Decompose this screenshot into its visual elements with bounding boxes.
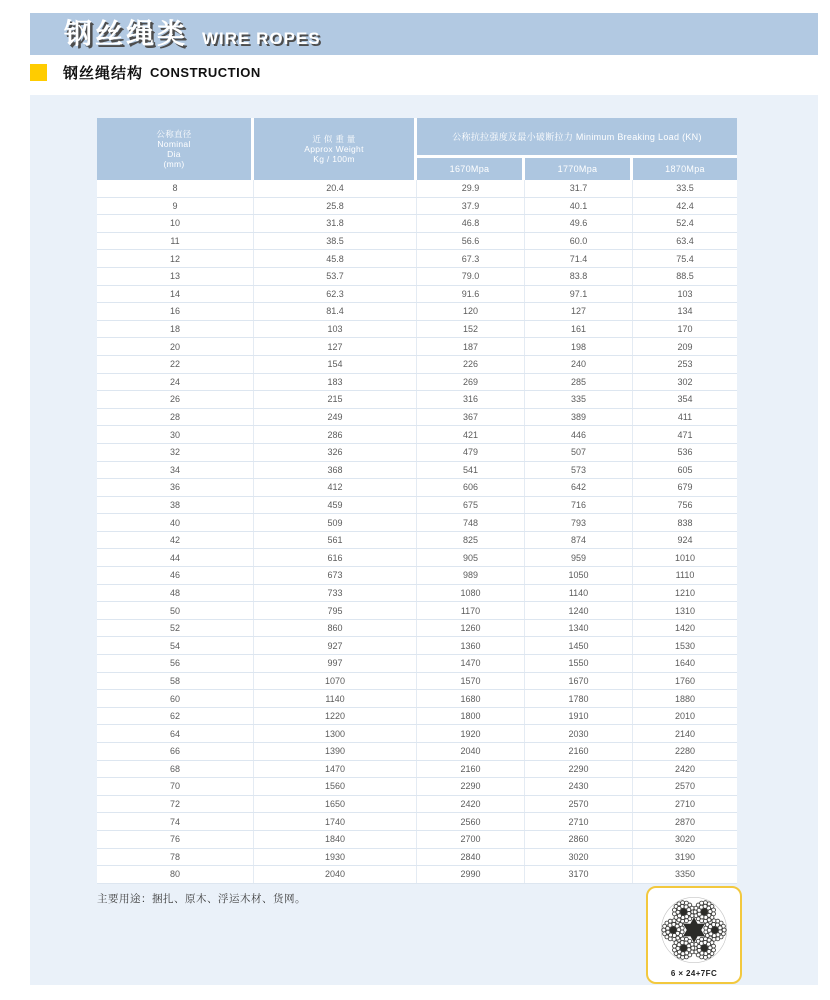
table-cell: 33.5: [632, 180, 737, 197]
table-cell: 2990: [416, 866, 524, 883]
table-row: [97, 725, 737, 743]
table-cell: 20: [169, 341, 180, 352]
table-cell: 161: [524, 321, 632, 338]
table-row: [97, 796, 737, 814]
table-cell: 2870: [632, 813, 737, 830]
table-cell: 209: [632, 338, 737, 355]
table-cell: 97.1: [524, 286, 632, 303]
table-row: [97, 690, 737, 708]
table-cell: 16: [169, 306, 180, 317]
table-cell: 1780: [524, 690, 632, 707]
table-cell: 71.4: [524, 250, 632, 267]
table-cell: 1170: [416, 602, 524, 619]
col-header-grade-1870: 1870Mpa: [633, 158, 737, 180]
col-header-grade-1770: 1770Mpa: [525, 158, 630, 180]
table-cell: 642: [524, 479, 632, 496]
table-cell: 42.4: [632, 198, 737, 215]
col-header-breaking-load-group: 公称抗拉强度及最小破断拉力 Minimum Breaking Load (KN): [417, 118, 737, 155]
table-cell: 60: [169, 693, 180, 704]
rope-construction-card: [646, 886, 742, 984]
table-cell: 46: [169, 570, 180, 581]
table-cell: 1680: [416, 690, 524, 707]
table-row: [97, 761, 737, 779]
table-cell: 170: [632, 321, 737, 338]
table-cell: 50: [169, 605, 180, 616]
table-cell: 63.4: [632, 233, 737, 250]
table-cell: 389: [524, 409, 632, 426]
table-row: [97, 831, 737, 849]
table-cell: 606: [416, 479, 524, 496]
table-cell: 120: [416, 303, 524, 320]
table-row: [97, 338, 737, 356]
table-cell: 34: [169, 464, 180, 475]
table-cell: 860: [253, 620, 416, 637]
table-cell: 367: [416, 409, 524, 426]
table-cell: 1650: [253, 796, 416, 813]
table-cell: 81.4: [253, 303, 416, 320]
table-cell: 154: [253, 356, 416, 373]
table-cell: 2420: [416, 796, 524, 813]
table-cell: 54: [169, 640, 180, 651]
page-title-chinese: 钢丝绳类: [64, 18, 189, 49]
table-row: [97, 655, 737, 673]
table-row: [97, 849, 737, 867]
table-cell: 48: [169, 587, 180, 598]
table-cell: 1310: [632, 602, 737, 619]
table-cell: 795: [253, 602, 416, 619]
table-cell: 1220: [253, 708, 416, 725]
table-cell: 509: [253, 514, 416, 531]
table-cell: 326: [253, 444, 416, 461]
table-cell: 226: [416, 356, 524, 373]
table-cell: 269: [416, 374, 524, 391]
table-cell: 1930: [253, 849, 416, 866]
table-cell: 1570: [416, 673, 524, 690]
rope-construction-label: 6 × 24+7FC: [670, 969, 718, 978]
table-cell: 22: [169, 359, 180, 370]
table-cell: 76: [169, 834, 180, 845]
table-cell: 183: [253, 374, 416, 391]
table-cell: 72: [169, 799, 180, 810]
table-cell: 18: [169, 324, 180, 335]
table-cell: 1050: [524, 567, 632, 584]
table-row: [97, 567, 737, 585]
table-cell: 1300: [253, 725, 416, 742]
table-cell: 1470: [253, 761, 416, 778]
table-row: [97, 778, 737, 796]
table-cell: 68: [169, 763, 180, 774]
table-cell: 1450: [524, 637, 632, 654]
table-cell: 40.1: [524, 198, 632, 215]
table-cell: 1070: [253, 673, 416, 690]
table-cell: 2160: [416, 761, 524, 778]
table-cell: 1550: [524, 655, 632, 672]
table-row: [97, 620, 737, 638]
table-cell: 1140: [524, 585, 632, 602]
table-cell: 78: [169, 851, 180, 862]
rope-cross-section-diagram: [656, 892, 732, 968]
table-cell: 1760: [632, 673, 737, 690]
table-cell: 44: [169, 552, 180, 563]
table-row: [97, 462, 737, 480]
table-row: [97, 426, 737, 444]
table-cell: 10: [169, 218, 180, 229]
table-cell: 28: [169, 412, 180, 423]
table-cell: 2040: [253, 866, 416, 883]
table-cell: 874: [524, 532, 632, 549]
section-heading: [30, 62, 261, 82]
table-cell: 24: [169, 376, 180, 387]
table-row: [97, 391, 737, 409]
table-cell: 64: [169, 728, 180, 739]
table-cell: 14: [169, 288, 180, 299]
table-cell: 2420: [632, 761, 737, 778]
table-cell: 1360: [416, 637, 524, 654]
table-cell: 127: [524, 303, 632, 320]
page-title-english: WIRE ROPES: [202, 28, 321, 48]
table-row: [97, 585, 737, 603]
table-cell: 673: [253, 567, 416, 584]
table-cell: 2040: [416, 743, 524, 760]
table-cell: 11: [170, 236, 180, 247]
table-cell: 187: [416, 338, 524, 355]
table-cell: 756: [632, 497, 737, 514]
table-cell: 26: [169, 394, 180, 405]
table-row: [97, 813, 737, 831]
table-cell: 58: [169, 675, 180, 686]
table-cell: 1420: [632, 620, 737, 637]
table-cell: 8: [172, 183, 178, 194]
table-cell: 52.4: [632, 215, 737, 232]
table-cell: 152: [416, 321, 524, 338]
table-cell: 74: [169, 816, 180, 827]
table-cell: 83.8: [524, 268, 632, 285]
col-header-nominal-dia: 公称直径 Nominal Dia (mm): [97, 118, 251, 180]
table-cell: 49.6: [524, 215, 632, 232]
table-cell: 1910: [524, 708, 632, 725]
table-cell: 2140: [632, 725, 737, 742]
table-cell: 70: [169, 781, 180, 792]
table-cell: 134: [632, 303, 737, 320]
table-cell: 240: [524, 356, 632, 373]
table-cell: 997: [253, 655, 416, 672]
table-cell: 316: [416, 391, 524, 408]
table-cell: 3020: [632, 831, 737, 848]
table-cell: 421: [416, 426, 524, 443]
table-cell: 335: [524, 391, 632, 408]
table-cell: 507: [524, 444, 632, 461]
table-cell: 29.9: [416, 180, 524, 197]
table-cell: 66: [169, 746, 180, 757]
table-row: [97, 673, 737, 691]
table-cell: 3170: [524, 866, 632, 883]
table-cell: 127: [253, 338, 416, 355]
table-cell: 20.4: [253, 180, 416, 197]
table-cell: 2570: [632, 778, 737, 795]
table-cell: 2710: [632, 796, 737, 813]
table-cell: 198: [524, 338, 632, 355]
section-title-chinese: 钢丝绳结构: [63, 64, 144, 82]
table-cell: 1260: [416, 620, 524, 637]
table-cell: 1530: [632, 637, 737, 654]
table-cell: 38: [169, 499, 180, 510]
table-cell: 37.9: [416, 198, 524, 215]
table-cell: 1080: [416, 585, 524, 602]
table-cell: 368: [253, 462, 416, 479]
table-cell: 605: [632, 462, 737, 479]
table-cell: 253: [632, 356, 737, 373]
table-row: [97, 321, 737, 339]
table-cell: 2160: [524, 743, 632, 760]
table-cell: 675: [416, 497, 524, 514]
yellow-square-marker: [30, 64, 47, 81]
table-cell: 748: [416, 514, 524, 531]
table-cell: 2700: [416, 831, 524, 848]
table-cell: 40: [169, 517, 180, 528]
table-cell: 56: [169, 658, 180, 669]
table-row: [97, 356, 737, 374]
table-cell: 2290: [416, 778, 524, 795]
table-cell: 302: [632, 374, 737, 391]
table-cell: 285: [524, 374, 632, 391]
table-cell: 42: [169, 535, 180, 546]
table-cell: 616: [253, 549, 416, 566]
table-cell: 1240: [524, 602, 632, 619]
table-cell: 733: [253, 585, 416, 602]
table-cell: 924: [632, 532, 737, 549]
table-cell: 80: [169, 869, 180, 880]
table-cell: 2430: [524, 778, 632, 795]
table-cell: 716: [524, 497, 632, 514]
table-cell: 2010: [632, 708, 737, 725]
table-cell: 36: [169, 482, 180, 493]
table-row: [97, 268, 737, 286]
table-cell: 67.3: [416, 250, 524, 267]
table-cell: 31.7: [524, 180, 632, 197]
table-cell: 679: [632, 479, 737, 496]
table-cell: 354: [632, 391, 737, 408]
table-row: [97, 250, 737, 268]
table-cell: 45.8: [253, 250, 416, 267]
table-cell: 573: [524, 462, 632, 479]
table-cell: 91.6: [416, 286, 524, 303]
table-cell: 103: [253, 321, 416, 338]
table-row: [97, 532, 737, 550]
table-cell: 446: [524, 426, 632, 443]
table-body: [97, 180, 737, 884]
table-cell: 1670: [524, 673, 632, 690]
table-cell: 1010: [632, 549, 737, 566]
table-cell: 249: [253, 409, 416, 426]
col-header-grade-1670: 1670Mpa: [417, 158, 522, 180]
table-cell: 1560: [253, 778, 416, 795]
table-cell: 79.0: [416, 268, 524, 285]
table-row: [97, 409, 737, 427]
table-cell: 2280: [632, 743, 737, 760]
usage-note: 主要用途：捆扎、原木、浮运木材、货网。: [97, 893, 306, 905]
table-cell: 1840: [253, 831, 416, 848]
table-cell: 38.5: [253, 233, 416, 250]
table-cell: 825: [416, 532, 524, 549]
table-cell: 12: [169, 253, 180, 264]
table-row: [97, 374, 737, 392]
table-row: [97, 444, 737, 462]
table-cell: 989: [416, 567, 524, 584]
table-cell: 25.8: [253, 198, 416, 215]
table-cell: 13: [169, 271, 180, 282]
table-cell: 1340: [524, 620, 632, 637]
table-cell: 1880: [632, 690, 737, 707]
table-header: [97, 118, 737, 180]
table-cell: 3020: [524, 849, 632, 866]
table-cell: 30: [169, 429, 180, 440]
table-row: [97, 549, 737, 567]
table-cell: 541: [416, 462, 524, 479]
table-row: [97, 514, 737, 532]
table-cell: 1140: [253, 690, 416, 707]
table-row: [97, 233, 737, 251]
table-row: [97, 866, 737, 884]
col-header-approx-weight: 近 似 重 量 Approx Weight Kg / 100m: [254, 118, 414, 180]
table-cell: 75.4: [632, 250, 737, 267]
table-row: [97, 497, 737, 515]
table-cell: 459: [253, 497, 416, 514]
table-cell: 62.3: [253, 286, 416, 303]
table-cell: 536: [632, 444, 737, 461]
page-title-bar: [30, 13, 818, 55]
table-cell: 3190: [632, 849, 737, 866]
table-cell: 46.8: [416, 215, 524, 232]
table-cell: 1920: [416, 725, 524, 742]
table-cell: 32: [169, 447, 180, 458]
wire-rope-spec-table: [97, 118, 737, 884]
table-cell: 411: [632, 409, 737, 426]
table-cell: 838: [632, 514, 737, 531]
table-row: [97, 479, 737, 497]
table-cell: 1470: [416, 655, 524, 672]
table-cell: 793: [524, 514, 632, 531]
table-cell: 471: [632, 426, 737, 443]
table-cell: 88.5: [632, 268, 737, 285]
table-cell: 1390: [253, 743, 416, 760]
table-cell: 52: [169, 623, 180, 634]
table-cell: 2860: [524, 831, 632, 848]
table-cell: 927: [253, 637, 416, 654]
table-cell: 215: [253, 391, 416, 408]
table-cell: 1740: [253, 813, 416, 830]
table-row: [97, 743, 737, 761]
content-panel: [30, 95, 818, 985]
table-cell: 2560: [416, 813, 524, 830]
table-row: [97, 286, 737, 304]
table-cell: 1210: [632, 585, 737, 602]
table-row: [97, 198, 737, 216]
table-cell: 959: [524, 549, 632, 566]
table-cell: 60.0: [524, 233, 632, 250]
table-cell: 479: [416, 444, 524, 461]
table-cell: 286: [253, 426, 416, 443]
table-cell: 2570: [524, 796, 632, 813]
table-row: [97, 180, 737, 198]
table-cell: 2290: [524, 761, 632, 778]
table-row: [97, 637, 737, 655]
table-cell: 103: [632, 286, 737, 303]
table-cell: 9: [172, 200, 178, 211]
table-cell: 2840: [416, 849, 524, 866]
table-cell: 1640: [632, 655, 737, 672]
table-cell: 1110: [632, 567, 737, 584]
table-cell: 412: [253, 479, 416, 496]
table-cell: 561: [253, 532, 416, 549]
table-row: [97, 215, 737, 233]
table-cell: 2710: [524, 813, 632, 830]
table-cell: 31.8: [253, 215, 416, 232]
table-cell: 905: [416, 549, 524, 566]
section-title-english: CONSTRUCTION: [150, 64, 261, 80]
table-row: [97, 708, 737, 726]
table-row: [97, 602, 737, 620]
table-cell: 53.7: [253, 268, 416, 285]
table-cell: 1800: [416, 708, 524, 725]
table-row: [97, 303, 737, 321]
table-cell: 56.6: [416, 233, 524, 250]
table-cell: 3350: [632, 866, 737, 883]
table-cell: 62: [169, 711, 180, 722]
table-cell: 2030: [524, 725, 632, 742]
